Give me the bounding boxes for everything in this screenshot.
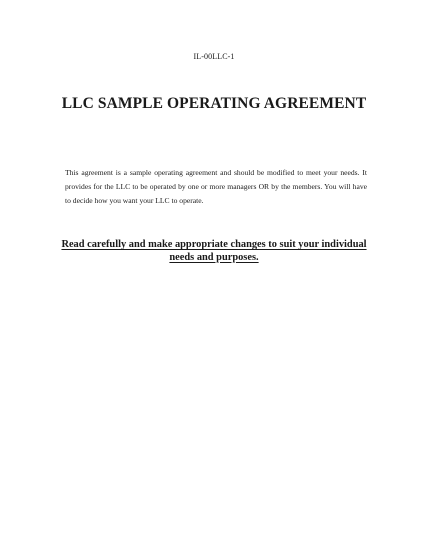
form-code: IL-00LLC-1 — [193, 52, 235, 61]
document-title: LLC SAMPLE OPERATING AGREEMENT — [61, 95, 367, 112]
intro-paragraph: This agreement is a sample operating agreement and should be modified to meet your needs. It provides for the LLC to be operated by one or more managers OR by the members. You will have to decide how you want your LLC to operate. — [65, 168, 367, 205]
instruction-notice: Read carefully and make appropriate changes to suit your individual needs and purposes. — [61, 239, 367, 263]
